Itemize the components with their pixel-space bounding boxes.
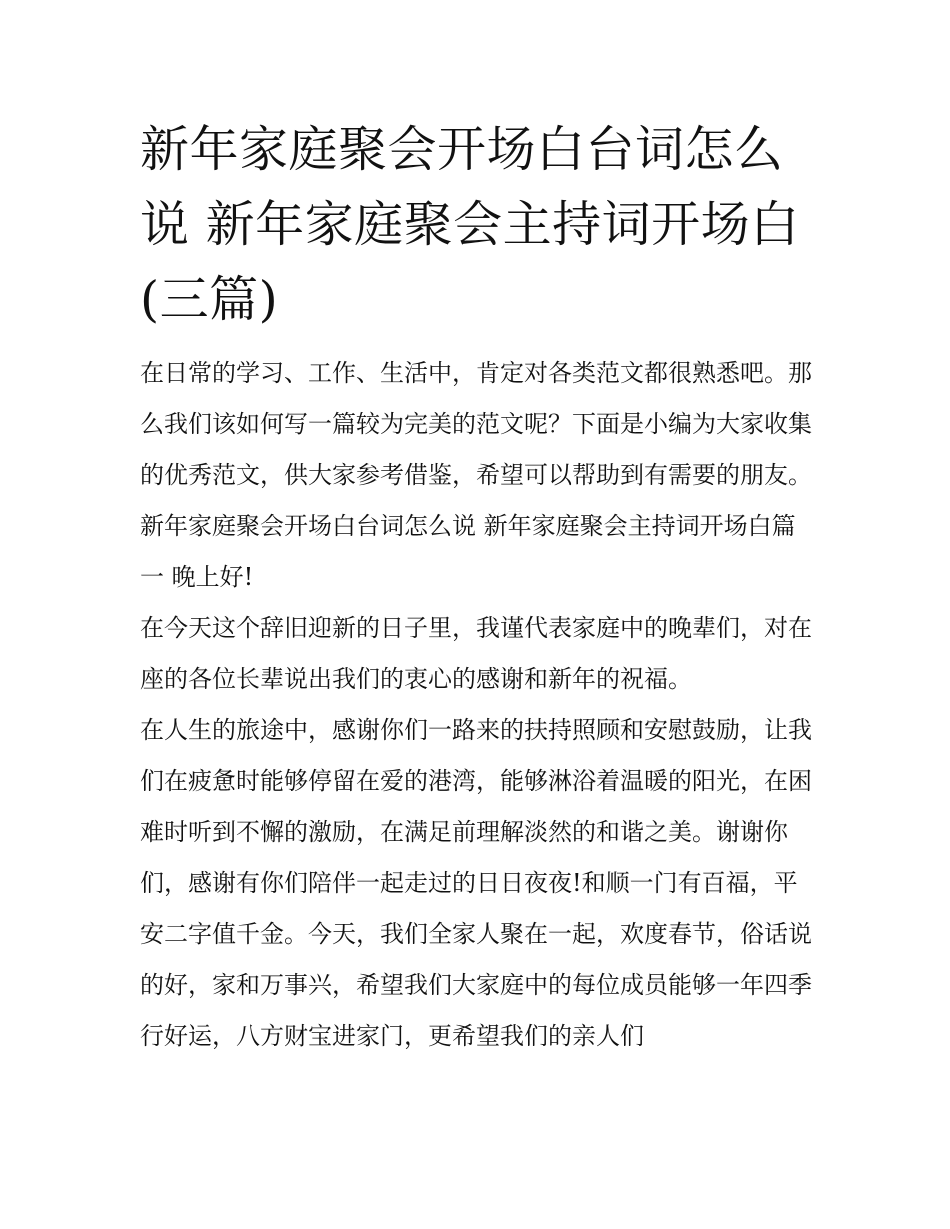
document-body — [140, 348, 812, 1062]
document-page — [140, 112, 812, 1062]
document-title: 新年家庭聚会开场白台词怎么说 新年家庭聚会主持词开场白(三篇) — [140, 121, 800, 328]
paragraph-intro: 在日常的学习、工作、生活中，肯定对各类范文都很熟悉吧。那么我们该如何写一篇较为完美的范文呢？下面是小编为大家收集的优秀范文，供大家参考借鉴，希望可以帮助到有需要的朋友。 — [140, 359, 812, 489]
paragraph-greeting: 在今天这个辞旧迎新的日子里，我谨代表家庭中的晚辈们，对在座的各位长辈说出我们的衷心的感谢和新年的祝福。 — [140, 614, 812, 693]
paragraph-section-heading: 新年家庭聚会开场白台词怎么说 新年家庭聚会主持词开场白篇一 晚上好! — [140, 512, 796, 591]
paragraph-thanks: 在人生的旅途中，感谢你们一路来的扶持照顾和安慰鼓励，让我们在疲惫时能够停留在爱的港湾，能够淋浴着温暖的阳光，在困难时听到不懈的激励，在满足前理解淡然的和谐之美。谢谢你们，感谢有你们陪伴一起走过的日日夜夜!和顺一门有百福，平安二字值千金。今天，我们全家人聚在一起，欢度春节，俗话说的好，家和万事兴，希望我们大家庭中的每位成员能够一年四季行好运，八方财宝进家门，更希望我们的亲人们 — [140, 716, 812, 1050]
